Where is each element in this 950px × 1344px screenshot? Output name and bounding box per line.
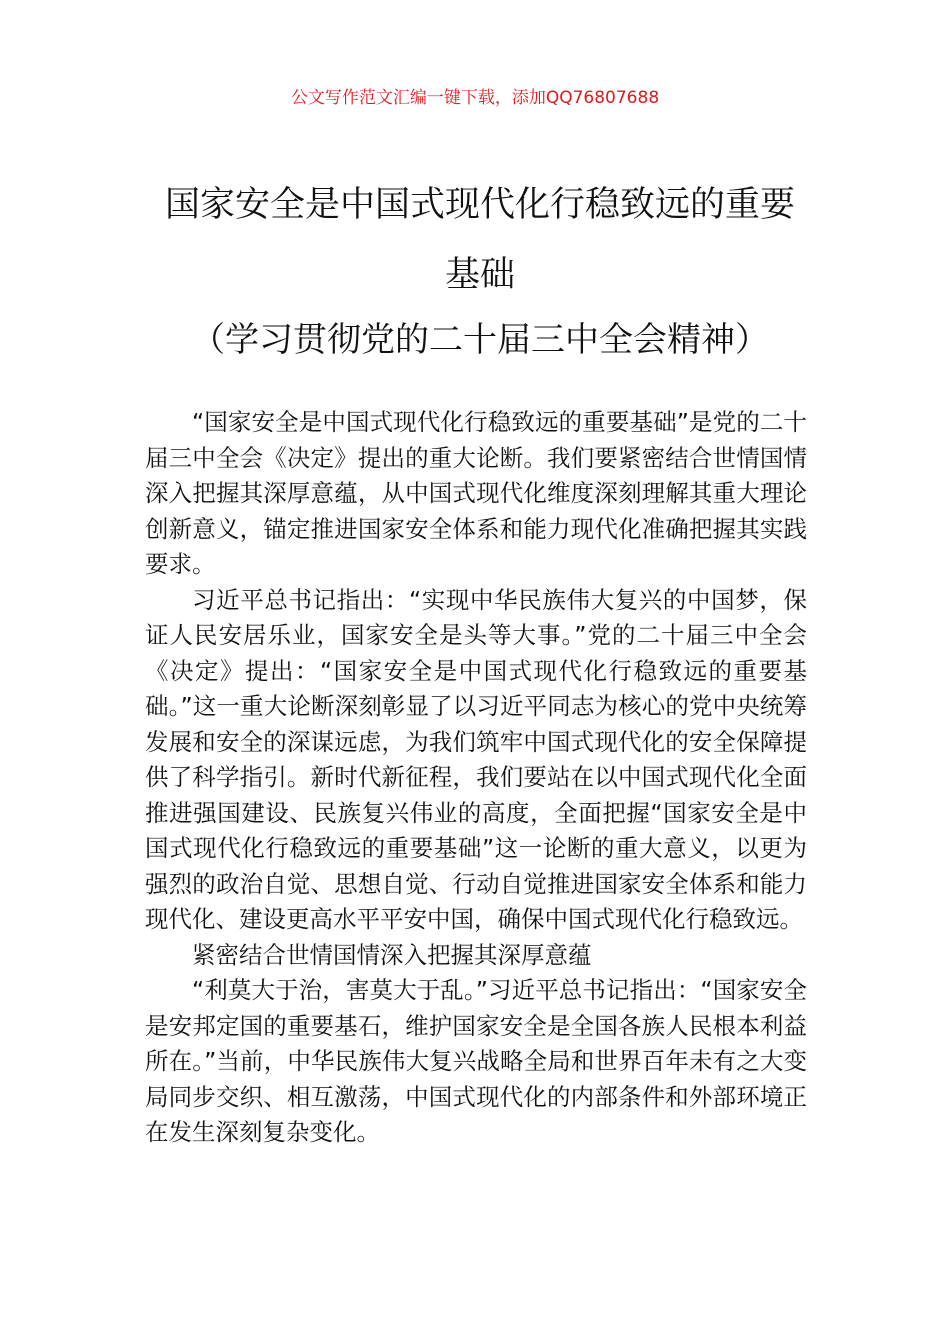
document-body — [145, 405, 807, 1151]
document-title-block — [150, 170, 810, 375]
document-title-line-1: 国家安全是中国式现代化行稳致远的重要 — [164, 185, 795, 225]
promo-header-note: 公文写作范文汇编一键下载，添加QQ76807688 — [290, 88, 660, 108]
document-title-line-2: 基础 — [444, 255, 515, 295]
section-heading: 紧密结合世情国情深入把握其深厚意蕴 — [192, 940, 592, 969]
body-paragraph-2: 习近平总书记指出：“实现中华民族伟大复兴的中国梦，保证人民安居乐业，国家安全是头等大事。”党的二十届三中全会《决定》提出：“国家安全是中国式现代化行稳致远的重要基础。”这一重大论断深刻彰显了以习近平同志为核心的党中央统筹发展和安全的深谋远虑，为我们筑牢中国式现代化的安全保障提供了科学指引。新时代新征程，我们要站在以中国式现代化全面推进强国建设、民族复兴伟业的高度，全面把握“国家安全是中国式现代化行稳致远的重要基础”这一论断的重大意义，以更为强烈的政治自觉、思想自觉、行动自觉推进国家安全体系和能力现代化、建设更高水平平安中国，确保中国式现代化行稳致远。 — [145, 585, 807, 933]
body-paragraph-3: “利莫大于治，害莫大于乱。”习近平总书记指出：“国家安全是安邦定国的重要基石，维护国家安全是全国各族人民根本利益所在。”当前，中华民族伟大复兴战略全局和世界百年未有之大变局同步交织、相互激荡，中国式现代化的内部条件和外部环境正在发生深刻复杂变化。 — [145, 976, 807, 1146]
document-subtitle: （学习贯彻党的二十届三中全会精神） — [191, 320, 769, 360]
body-paragraph-1: “国家安全是中国式现代化行稳致远的重要基础”是党的二十届三中全会《决定》提出的重大论断。我们要紧密结合世情国情深入把握其深厚意蕴，从中国式现代化维度深刻理解其重大理论创新意义，锚定推进国家安全体系和能力现代化准确把握其实践要求。 — [145, 408, 807, 578]
